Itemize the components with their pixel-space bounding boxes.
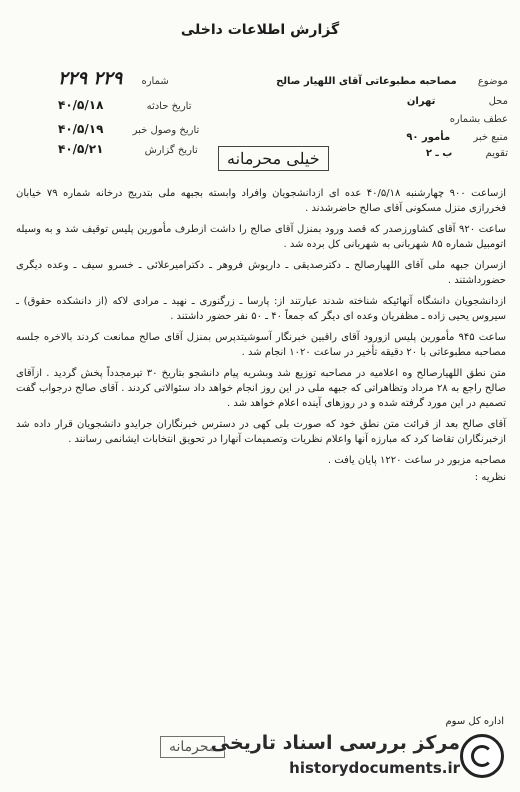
watermark-url: historydocuments.ir: [289, 759, 460, 777]
paragraph: آقای صالح بعد از قرائت متن نطق خود که صورت بلی کهی در دسترس خبرنگاران جرایدو دانشجویان قرار داده شد ازخبرنگاران تقاضا کرد که مبارزه آنها واعلام نظریات وتصمیمات آنهارا در تحویق انتخابات ایشانمی رسانند .: [16, 419, 506, 445]
paragraph: ساعت ۹۲۰ آقای کشاورزصدر که قصد ورود بمنزل آقای صالح را داشت ازطرف مأمورین پلیس توقیف شد و به وسیله اتومبیل شماره ۸۵ شهربانی به شهربانی کل برده شد .: [16, 224, 507, 250]
attachments-row: [268, 114, 508, 125]
source-row: [268, 132, 508, 143]
paragraph: ازدانشجویان دانشگاه آنهائیکه شناخته شدند عبارتند از: پارسا ـ زرگنوری ـ نهید ـ مرادی لاکه (از دانشکده حقوق) ـ سیروس یحیی زاده ـ مظفریان وعده ای دیگر که جمعاً ۴۰ ـ ۵۰ نفر حضور داشتند .: [16, 296, 506, 322]
archive-logo-icon: [460, 734, 504, 778]
report-date-value: ۴۰/۵/۲۱: [58, 142, 104, 156]
subject-value: مصاحبه مطبوعاتی آقای اللهیار صالح: [276, 76, 457, 87]
footer-stamp: محرمانه: [160, 736, 225, 758]
received-date-value: ۴۰/۵/۱۹: [58, 122, 104, 136]
place-value: تهران: [406, 96, 436, 107]
watermark-title: مرکز بررسی اسناد تاریخی: [210, 732, 460, 754]
received-date-label: تاریخ وصول خبر: [132, 125, 200, 136]
evaluation-label: تقویم: [485, 148, 508, 159]
paragraph: ازسران جبهه ملی آقای اللهیارصالح ـ دکترصدیقی ـ داریوش فروهر ـ دکترامیرعلائی ـ خسرو سیف ـ وعده دیگری حضورداشتند .: [16, 260, 506, 286]
incident-date-label: تاریخ حادثه: [146, 101, 192, 112]
number-value: ۲۲۹ ۲۲۹: [58, 68, 123, 89]
paragraph: ساعت ۹۴۵ مأمورین پلیس ازورود آقای راقبین خبرنگار آسوشیتدپرس بمنزل آقای صالح ممانعت کردند بالاخره جلسه مصاحبه مطبوعاتی با ۲۰ دقیقه تأخیر در ساعت ۱۰۲۰ انجام شد .: [16, 332, 507, 358]
report-date-label: تاریخ گزارش: [144, 145, 198, 156]
report-body: [16, 186, 506, 487]
source-value: مأمور ۹۰: [406, 132, 451, 143]
subject-row: [268, 76, 508, 87]
number-row: [58, 68, 169, 89]
paragraph: ازساعت ۹۰۰ چهارشنبه ۴۰/۵/۱۸ عده ای ازدانشجویان وافراد وابسته بجبهه ملی بتدریج درخانه شماره ۷۹ خیابان فخررازی منزل مسکونی آقای صالح حاضرشدند .: [16, 188, 506, 214]
classification-stamp: خیلی محرمانه: [218, 146, 329, 171]
office-signature: اداره کل سوم: [445, 716, 504, 727]
evaluation-value: ب ـ ۲: [425, 148, 453, 159]
attachments-label: عطف بشماره: [449, 114, 508, 125]
subject-label: موضوع: [477, 76, 508, 87]
opinion-label: نظریه :: [474, 472, 506, 483]
number-label: شماره: [141, 76, 169, 87]
place-row: [268, 96, 508, 107]
received-date-row: [58, 122, 199, 136]
incident-date-value: ۴۰/۵/۱۸: [58, 98, 104, 112]
paragraph: متن نطق اللهیارصالح وه اعلامیه در مصاحبه توزیع شد وبشریه پیام دانشجو بتاریخ ۳۰ تیرمجدداً پخش گردید . ازآقای صالح راجع به ۲۸ مرداد وتظاهراتی که جبهه ملی در این روز انجام خواهد داد سئوالاتی کردند . آقای صالح درجواب گفت تصمیم در این مورد گرفته شده و در روزهای آینده اعلام خواهد شد .: [16, 368, 506, 409]
incident-date-row: [58, 98, 191, 112]
place-label: محل: [488, 96, 508, 107]
source-label: منبع خبر: [473, 132, 508, 143]
paragraph: مصاحبه مزبور در ساعت ۱۲۲۰ پایان یافت .: [327, 455, 506, 466]
watermark: [150, 728, 512, 784]
report-date-row: [58, 142, 198, 156]
document-title: گزارش اطلاعات داخلی: [180, 22, 340, 38]
